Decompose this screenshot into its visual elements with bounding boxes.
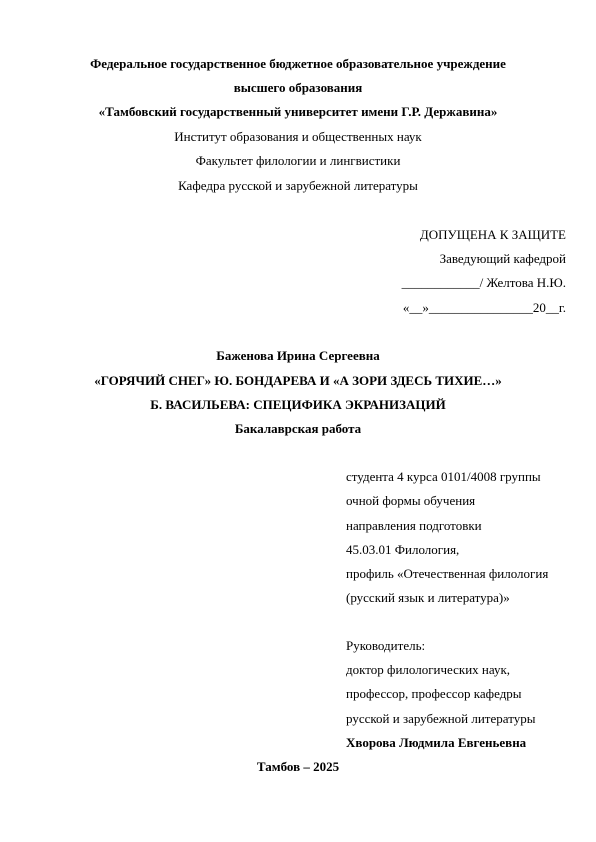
approval-date: «__»________________20__г. bbox=[402, 300, 566, 315]
education-level: высшего образования bbox=[233, 80, 363, 95]
work-title-line2: Б. ВАСИЛЬЕВА: СПЕЦИФИКА ЭКРАНИЗАЦИЙ bbox=[150, 397, 446, 412]
student-direction-label: направления подготовки bbox=[346, 518, 482, 533]
supervisor-degree: доктор филологических наук, bbox=[346, 662, 511, 677]
supervisor-name: Хворова Людмила Евгеньевна bbox=[346, 735, 527, 750]
supervisor-position: профессор, профессор кафедры bbox=[346, 686, 522, 701]
university-name: «Тамбовский государственный университет имени Г.Р. Державина» bbox=[98, 104, 498, 119]
work-type: Бакалаврская работа bbox=[234, 421, 362, 436]
faculty-name: Факультет филологии и лингвистики bbox=[195, 153, 401, 168]
institute-name: Институт образования и общественных наук bbox=[174, 129, 422, 144]
work-title-line1: «ГОРЯЧИЙ СНЕГ» Ю. БОНДАРЕВА И «А ЗОРИ ЗДЕСЬ ТИХИЕ…» bbox=[94, 373, 502, 388]
student-study-form: очной формы обучения bbox=[346, 493, 476, 508]
supervisor-department: русской и зарубежной литературы bbox=[346, 711, 536, 726]
student-profile-line2: (русский язык и литература)» bbox=[346, 590, 510, 605]
department-name: Кафедра русской и зарубежной литературы bbox=[178, 178, 418, 193]
approval-signature: ____________/ Желтова Н.Ю. bbox=[401, 275, 566, 290]
author-name: Баженова Ирина Сергеевна bbox=[216, 348, 380, 363]
city-year: Тамбов – 2025 bbox=[256, 759, 340, 774]
institution-type: Федеральное государственное бюджетное образовательное учреждение bbox=[90, 56, 506, 71]
student-direction-code: 45.03.01 Филология, bbox=[346, 542, 460, 557]
supervisor-label: Руководитель: bbox=[346, 638, 426, 653]
student-group: студента 4 курса 0101/4008 группы bbox=[346, 469, 541, 484]
approval-role: Заведующий кафедрой bbox=[439, 251, 566, 266]
approval-title: ДОПУЩЕНА К ЗАЩИТЕ bbox=[419, 227, 566, 242]
student-profile-line1: профиль «Отечественная филология bbox=[346, 566, 549, 581]
